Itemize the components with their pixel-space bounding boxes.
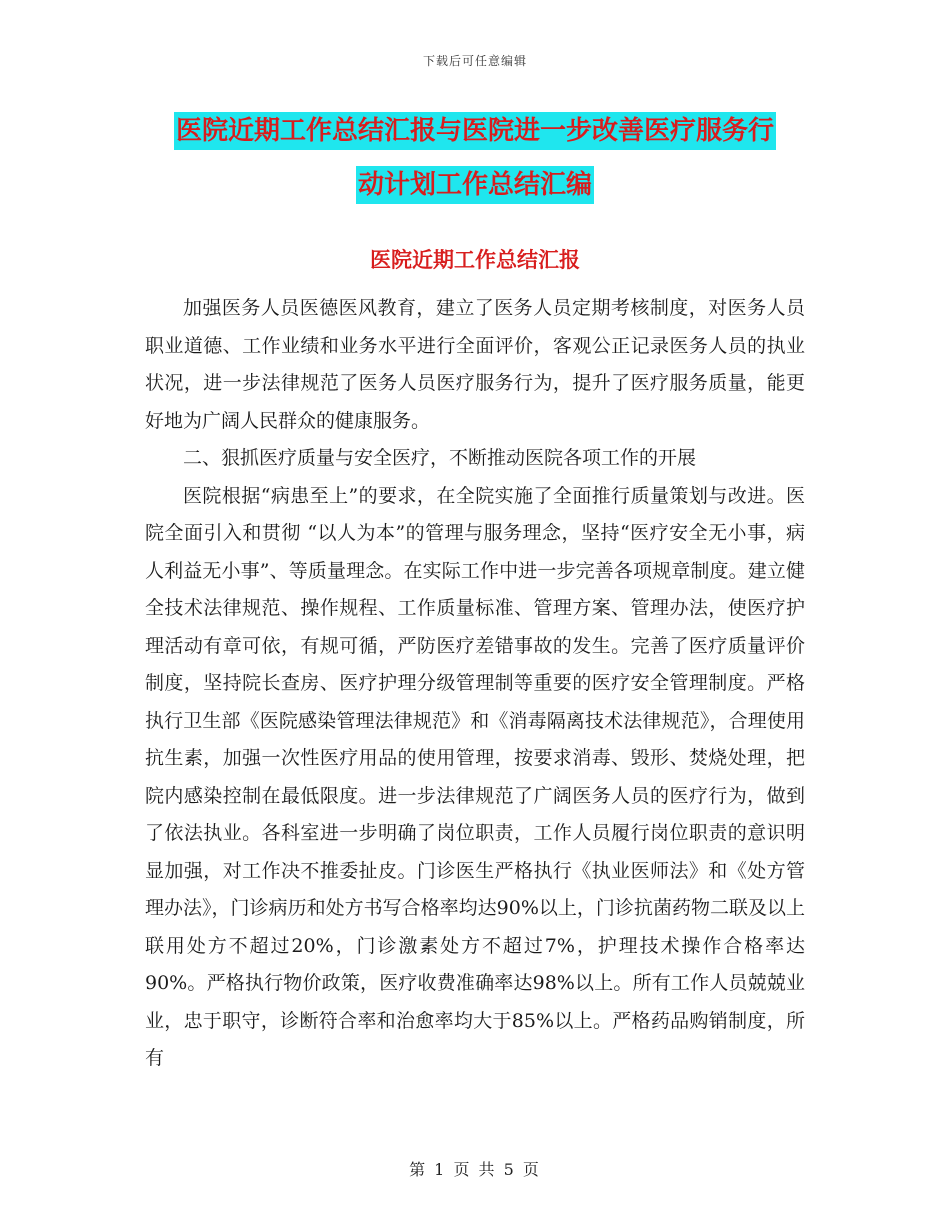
- paragraph: 二、狠抓医疗质量与安全医疗，不断推动医院各项工作的开展: [183, 447, 697, 469]
- document-title-line-2: 动计划工作总结汇编: [356, 166, 594, 204]
- body-text: [145, 290, 805, 1078]
- document-title: [0, 104, 950, 212]
- page-footer: 第 1 页 共 5 页: [409, 1160, 541, 1179]
- document-title-line-1: 医院近期工作总结汇报与医院进一步改善医疗服务行: [174, 112, 776, 150]
- page-header: 下载后可任意编辑: [422, 54, 527, 68]
- paragraph: 医院根据“病患至上”的要求，在全院实施了全面推行质量策划与改进。医院全面引入和贯彻 “以人为本”的管理与服务理念，坚持“医疗安全无小事，病人利益无小事”、等质量理念。在实际工作中进一步完善各项规章制度。建立健全技术法律规范、操作规程、工作质量标准、管理方案、管理办法，使医疗护理活动有章可依，有规可循，严防医疗差错事故的发生。完善了医疗质量评价制度，坚持院长查房、医疗护理分级管理制等重要的医疗安全管理制度。严格执行卫生部《医院感染管理法律规范》和《消毒隔离技术法律规范》，合理使用抗生素，加强一次性医疗用品的使用管理，按要求消毒、毁形、焚烧处理，把院内感染控制在最低限度。进一步法律规范了广阔医务人员的医疗行为，做到了依法执业。各科室进一步明确了岗位职责，工作人员履行岗位职责的意识明显加强，对工作决不推委扯皮。门诊医生严格执行《执业医师法》和《处方管理办法》，门诊病历和处方书写合格率均达90%以上，门诊抗菌药物二联及以上联用处方不超过20%，门诊激素处方不超过7%，护理技术操作合格率达90%。严格执行物价政策，医疗收费准确率达98%以上。所有工作人员兢兢业业，忠于职守，诊断符合率和治愈率均大于85%以上。严格药品购销制度，所有: [145, 484, 805, 1069]
- section-heading: 医院近期工作总结汇报: [370, 248, 580, 272]
- paragraph: 加强医务人员医德医风教育，建立了医务人员定期考核制度，对医务人员职业道德、工作业绩和业务水平进行全面评价，客观公正记录医务人员的执业状况，进一步法律规范了医务人员医疗服务行为，提升了医疗服务质量，能更好地为广阔人民群众的健康服务。: [145, 297, 805, 432]
